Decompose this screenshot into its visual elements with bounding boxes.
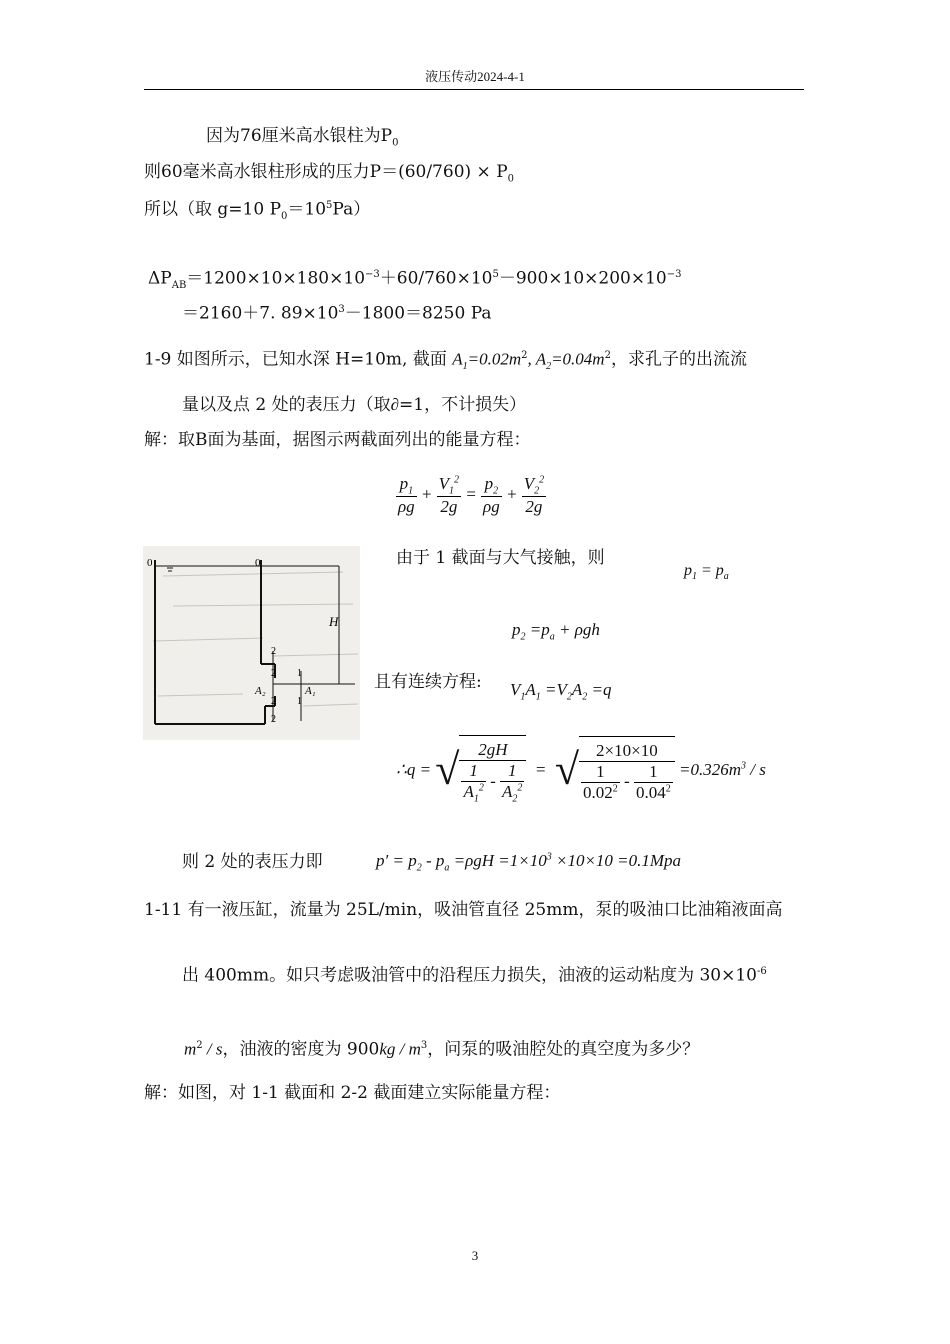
label-1-upper: 1: [297, 668, 302, 679]
flow-rate-equation: ∴q = √ 2gH $\frac{1}{A_1^2}$ - $\frac{1}{A_2^2}$ = √ 2×10×10 $\frac{1}{0.02^2}$ - $\frac{1}{0.04^2}$ $=0.326m^3 / s$: [396, 735, 766, 815]
continuity-equation: $V_1A_1 =V_2A_2 =q$: [510, 680, 612, 703]
text-line-3: 所以（取 g=10 $P_0=10^5Pa$）: [144, 199, 371, 223]
text-line-1: 因为76厘米高水银柱为$P_0$: [206, 126, 399, 149]
problem-1-9-line-2: 量以及点 2 处的表压力（取∂=1，不计损失）: [182, 395, 527, 415]
label-2-lower: 2: [271, 696, 276, 707]
p2-equation: $p_2 =p_a + \rho gh$: [512, 620, 600, 643]
delta-p-equation: $\Delta P_{AB}=1200\times 10\times 180\times 10^{-3}+60/760\times 10^5-900\times 10\times 200\times 10^{-3}$: [148, 268, 682, 292]
label-1-lower: 1: [297, 696, 302, 707]
label-a1: A₁: [305, 685, 316, 697]
label-0-left: 0: [147, 557, 153, 569]
label-2-top: 2: [271, 646, 276, 657]
problem-1-9-line-1: 1-9 如图所示，已知水深 H=10m, 截面 $A_1=0.02m^2$, $A_2=0.04m^2$，求孔子的出流流: [144, 349, 747, 373]
problem-1-11-solution: 解：如图，对 1-1 截面和 2-2 截面建立实际能量方程：: [144, 1083, 561, 1103]
continuity-label: 且有连续方程:: [374, 672, 482, 692]
delta-p-result: ＝2160＋7. $89\times 10^3-1800=8250$ Pa: [182, 303, 492, 324]
text-line-2: 则60毫米高水银柱形成的压力$P=(60/760) \times P_0$: [144, 162, 515, 185]
problem-1-9-solution: 解：取B面为基面，据图示两截面列出的能量方程：: [144, 430, 531, 450]
problem-1-11-line-3: $m^2$ / s，油液的密度为 $900kg / m^3$，问泵的吸油腔处的真空度为多少？: [184, 1039, 700, 1060]
contact-condition: 由于 1 截面与大气接触，则: [396, 548, 605, 568]
label-2-bottom: 2: [271, 714, 276, 725]
gauge-pressure-equation: $p' = p_2 - p_a =\rho gH =1\times 10^3 \times 10\times 10 =0.1Mpa$: [376, 851, 682, 874]
label-2-upper: 2: [271, 668, 276, 679]
label-h: H: [329, 614, 339, 629]
p1-equals-pa: $p_1 = p_a$: [684, 562, 729, 583]
problem-1-11-line-1: 1-11 有一液压缸，流量为 25L/min，吸油管直径 25mm，泵的吸油口比油箱液面高: [144, 900, 783, 920]
problem-1-11-line-2: 出 400mm。如只考虑吸油管中的沿程压力损失，油液的运动粘度为 $30\times 10^{-6}$: [182, 965, 767, 986]
page-number: 3: [471, 1248, 479, 1263]
bernoulli-equation: $\frac{p_1}{\rho g}$ + $\frac{V_1^2}{2g}$ = $\frac{p_2}{\rho g}$ + $\frac{V_2^2}{2g}$: [398, 474, 545, 517]
label-a2: A₂: [255, 685, 266, 697]
page-header: 液压传动2024-4-1: [425, 69, 525, 84]
tank-diagram: [143, 546, 360, 740]
gauge-pressure-label: 则 2 处的表压力即: [182, 852, 323, 872]
tank-figure: [143, 546, 360, 740]
label-0-right: 0: [255, 557, 261, 569]
header-rule: [144, 89, 804, 90]
